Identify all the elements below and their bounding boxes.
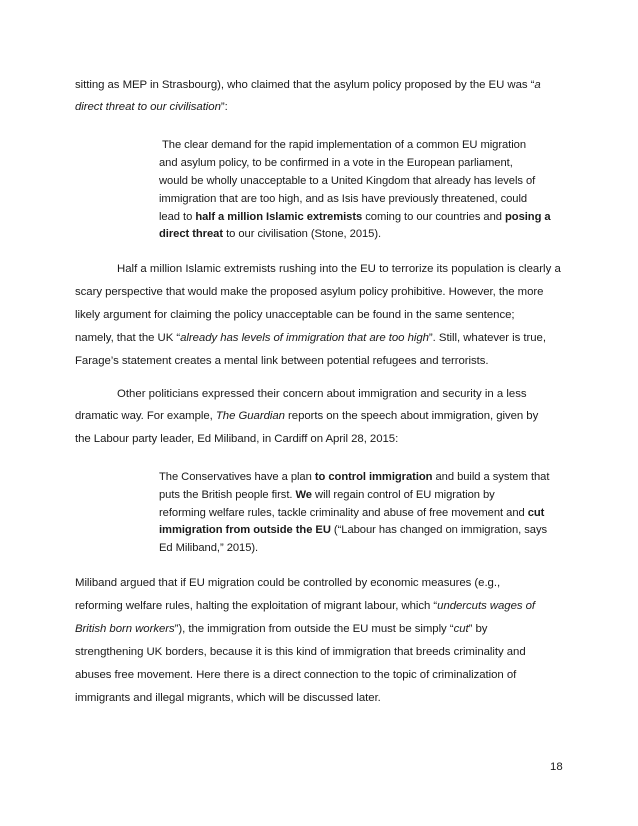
paragraph-3-line-2: dramatic way. For example, The Guardian reports on the speech about immigration, given by <box>75 410 539 422</box>
paragraph-4-line-3: British born workers”), the immigration from outside the EU must be simply “cut” by <box>75 623 488 635</box>
paragraph-2-line-3: likely argument for claiming the policy unacceptable can be found in the same sentence; <box>75 309 515 321</box>
paragraph-4-line-2: reforming welfare rules, halting the exploitation of migrant labour, which “undercuts wages of <box>75 600 536 612</box>
paragraph-4-line-1: Miliband argued that if EU migration could be controlled by economic measures (e.g., <box>75 577 501 589</box>
quote-2-line-3: reforming welfare rules, tackle criminality and abuse of free movement and cut <box>159 507 545 519</box>
paragraph-3-line-3: the Labour party leader, Ed Miliband, in Cardiff on April 28, 2015: <box>75 433 399 445</box>
quote-2-line-2: puts the British people first. We will regain control of EU migration by <box>159 489 495 501</box>
paragraph-2-line-1: Half a million Islamic extremists rushing into the EU to terrorize its population is clearly a <box>117 263 561 275</box>
paragraph-4-line-4: strengthening UK borders, because it is this kind of immigration that breeds criminality and <box>75 646 526 658</box>
paragraph-1-line-1: sitting as MEP in Strasbourg), who claimed that the asylum policy proposed by the EU was “a <box>75 79 541 91</box>
paragraph-1-line-2: direct threat to our civilisation”: <box>75 101 228 113</box>
quote-1-line-5: lead to half a million Islamic extremists coming to our countries and posing a <box>159 211 551 223</box>
quote-2-line-4: immigration from outside the EU (“Labour has changed on immigration, says <box>159 524 548 536</box>
quote-1-line-1: The clear demand for the rapid implementation of a common EU migration <box>162 139 527 151</box>
paragraph-3-line-1: Other politicians expressed their concern about immigration and security in a less <box>117 388 527 400</box>
paragraph-4-line-5: abuses free movement. Here there is a direct connection to the topic of criminalization of <box>75 669 517 681</box>
page-number: 18 <box>550 761 563 773</box>
quote-2-line-5: Ed Miliband,” 2015). <box>159 542 259 554</box>
quote-1-line-4: immigration that are too high, and as Isis have previously threatened, could <box>159 193 528 205</box>
quote-1-line-3: would be wholly unacceptable to a United Kingdom that already has levels of <box>159 175 536 187</box>
paragraph-2-line-5: Farage’s statement creates a mental link between potential refugees and terrorists. <box>75 355 489 367</box>
paragraph-4-line-6: immigrants and illegal migrants, which will be discussed later. <box>75 692 381 704</box>
quote-1-line-2: and asylum policy, to be confirmed in a vote in the European parliament, <box>159 157 513 169</box>
paragraph-2-line-2: scary perspective that would make the proposed asylum policy prohibitive. However, the more <box>75 286 544 298</box>
quote-1-line-6: direct threat to our civilisation (Stone, 2015). <box>159 228 382 240</box>
quote-2-line-1: The Conservatives have a plan to control immigration and build a system that <box>159 471 550 483</box>
paragraph-2-line-4: namely, that the UK “already has levels of immigration that are too high”. Still, whatever is true, <box>75 332 546 344</box>
